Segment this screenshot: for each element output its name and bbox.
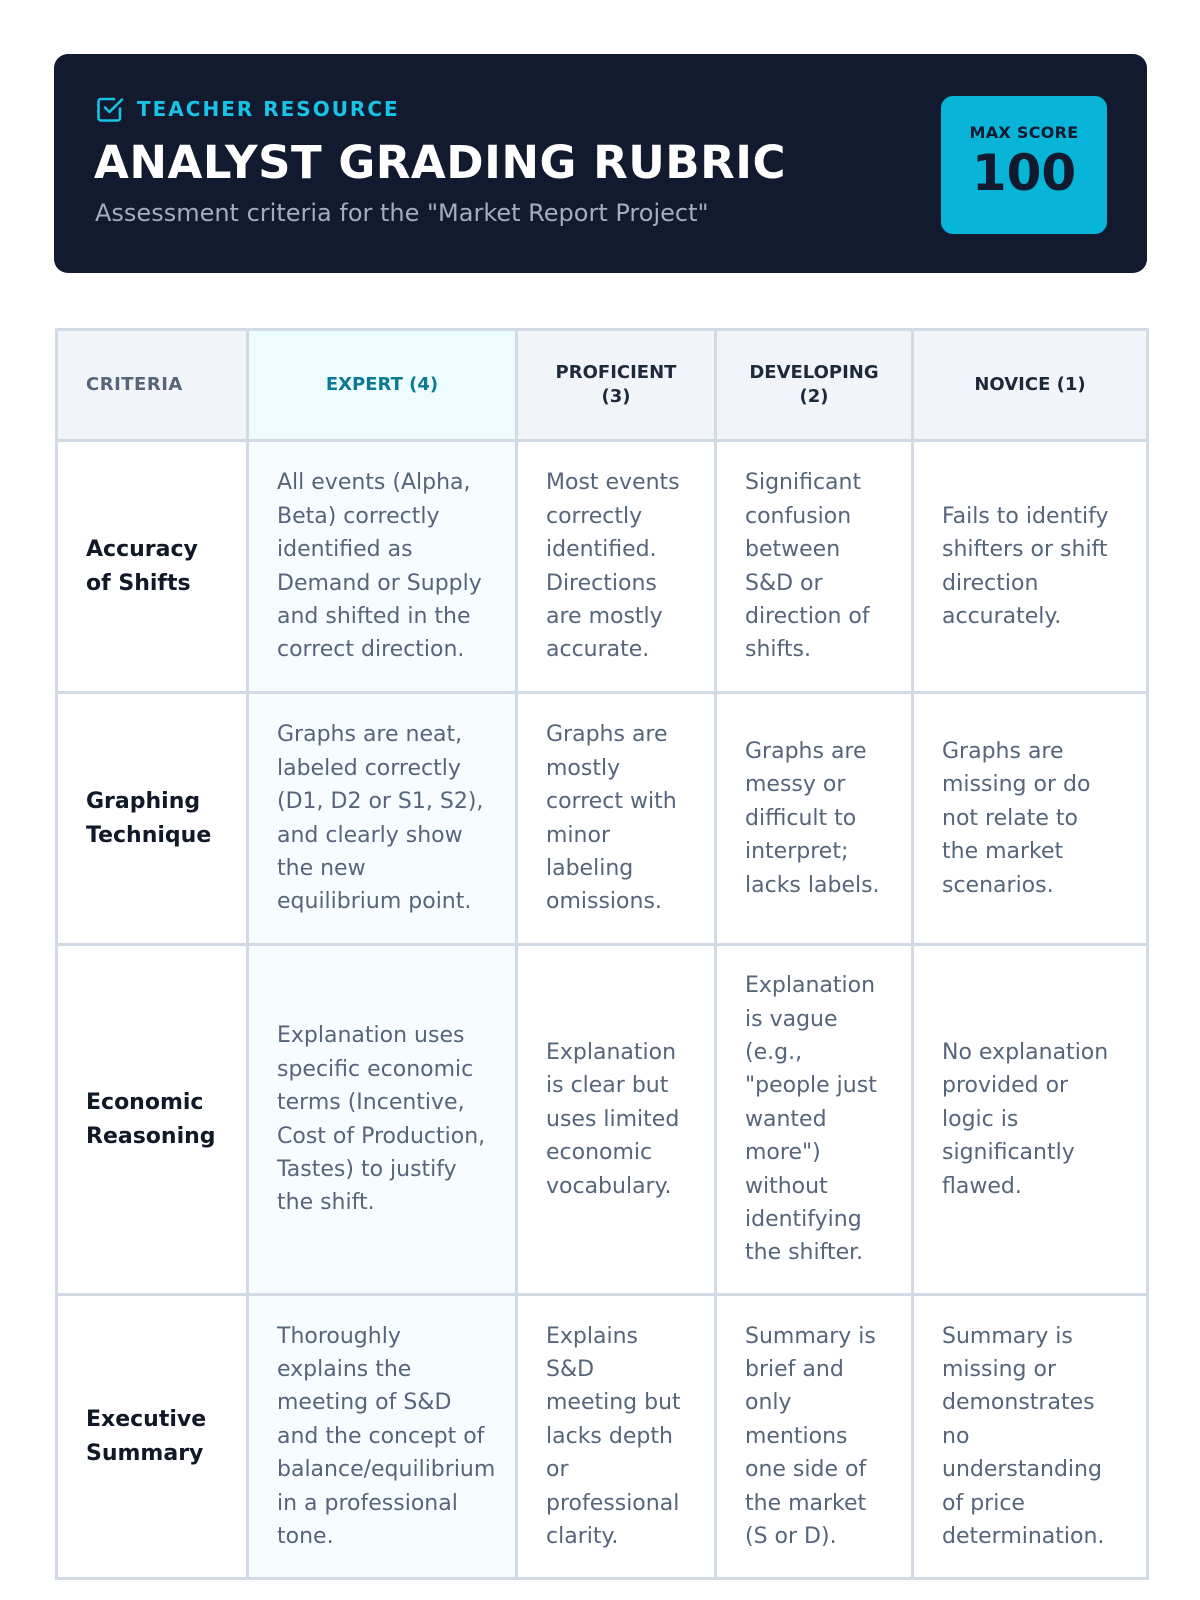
novice-cell: Summary is missing or demonstrates no understanding of price determination. [913, 1295, 1148, 1579]
table-row [57, 1295, 1148, 1579]
developing-cell: Summary is brief and only mentions one side of the market (S or D). [716, 1295, 913, 1579]
table-row [57, 441, 1148, 693]
eyebrow [95, 94, 400, 124]
expert-cell: Explanation uses specific economic terms (Incentive, Cost of Production, Tastes) to justify the shift. [248, 945, 517, 1295]
novice-cell: Fails to identify shifters or shift direction accurately. [913, 441, 1148, 693]
criterion-label: Executive Summary [57, 1295, 248, 1579]
proficient-cell: Explains S&D meeting but lacks depth or professional clarity. [517, 1295, 716, 1579]
developing-cell: Explanation is vague (e.g., "people just wanted more") without identifying the shifter. [716, 945, 913, 1295]
page-title: ANALYST GRADING RUBRIC [94, 136, 787, 189]
column-header-expert: EXPERT (4) [248, 330, 517, 441]
expert-cell: Graphs are neat, labeled correctly (D1, D2 or S1, S2), and clearly show the new equilibrium point. [248, 693, 517, 945]
criterion-label: Accuracy of Shifts [57, 441, 248, 693]
column-header-criteria: CRITERIA [57, 330, 248, 441]
expert-cell: All events (Alpha, Beta) correctly identified as Demand or Supply and shifted in the correct direction. [248, 441, 517, 693]
eyebrow-label: TEACHER RESOURCE [137, 97, 400, 121]
criterion-label: Economic Reasoning [57, 945, 248, 1295]
column-header-developing: DEVELOPING (2) [716, 330, 913, 441]
developing-cell: Significant confusion between S&D or direction of shifts. [716, 441, 913, 693]
rubric-table [55, 328, 1149, 1580]
column-header-novice: NOVICE (1) [913, 330, 1148, 441]
criterion-label: Graphing Technique [57, 693, 248, 945]
table-header-row [57, 330, 1148, 441]
rubric-header [54, 54, 1147, 273]
column-header-proficient: PROFICIENT (3) [517, 330, 716, 441]
max-score-label: MAX SCORE [969, 123, 1079, 142]
proficient-cell: Most events correctly identified. Directions are mostly accurate. [517, 441, 716, 693]
checkbox-check-icon [95, 94, 125, 124]
table-row [57, 693, 1148, 945]
max-score-badge [941, 96, 1107, 234]
developing-cell: Graphs are messy or difficult to interpret; lacks labels. [716, 693, 913, 945]
proficient-cell: Graphs are mostly correct with minor labeling omissions. [517, 693, 716, 945]
expert-cell: Thoroughly explains the meeting of S&D and the concept of balance/equilibrium in a professional tone. [248, 1295, 517, 1579]
novice-cell: Graphs are missing or do not relate to the market scenarios. [913, 693, 1148, 945]
page-subtitle: Assessment criteria for the "Market Report Project" [95, 199, 709, 227]
novice-cell: No explanation provided or logic is significantly flawed. [913, 945, 1148, 1295]
max-score-value: 100 [971, 144, 1077, 202]
proficient-cell: Explanation is clear but uses limited economic vocabulary. [517, 945, 716, 1295]
table-row [57, 945, 1148, 1295]
